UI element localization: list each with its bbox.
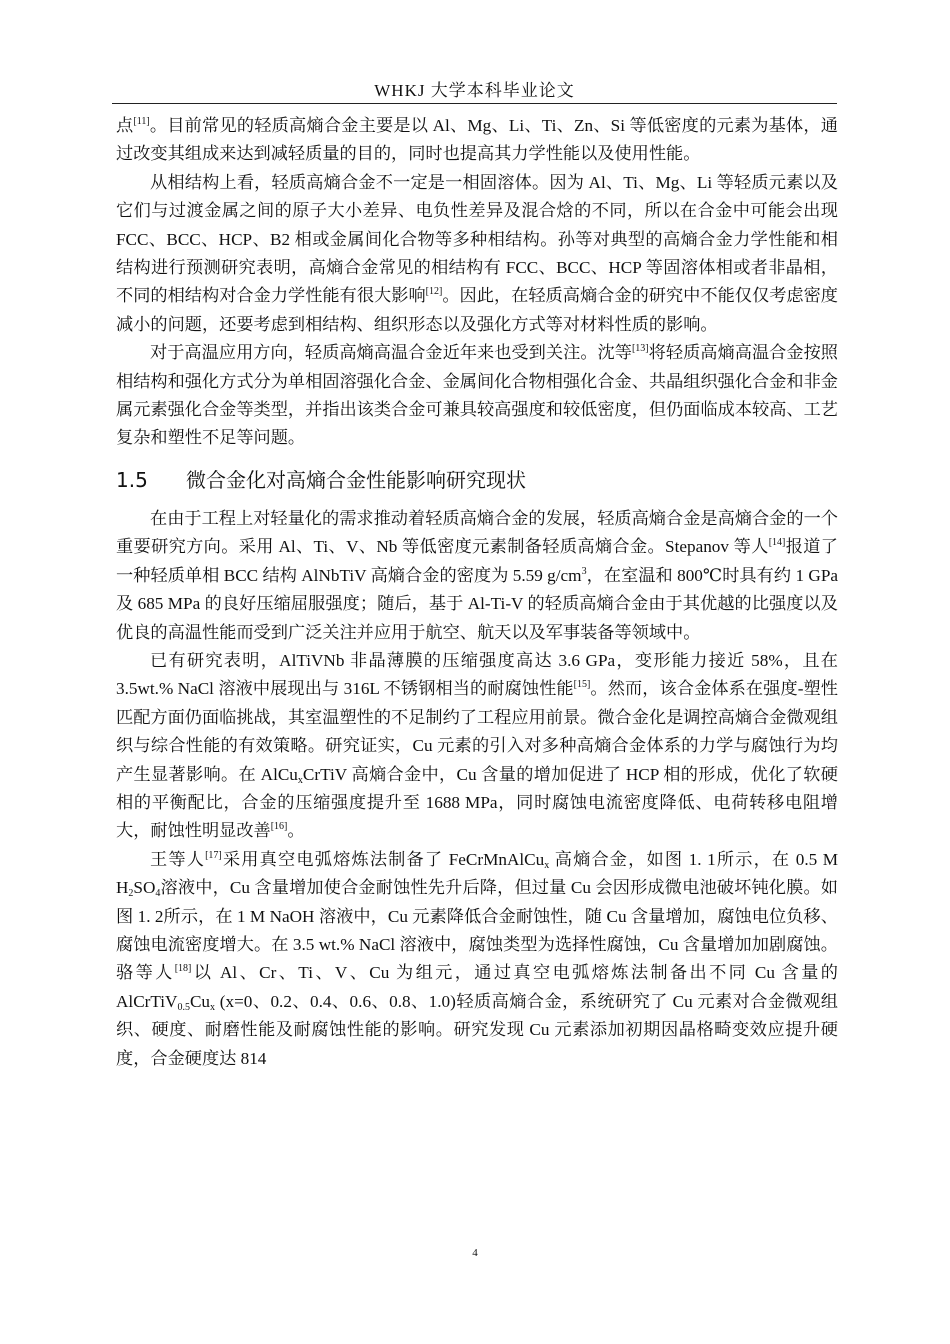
paragraph-6 — [116, 846, 924, 1073]
citation-ref: [11] — [133, 116, 150, 127]
citation-ref: [14] — [768, 537, 786, 549]
text-run: ，在室温和 800℃时具有约 1 GPa 及 685 MPa 的良好压缩屈服强度；随后，基于 Al-Ti-V 的轻质高熵合金由于其优越的比强度以及优良的高温性能而受到广泛关注并应用于航空、航天以及军事装备等领域中。 — [116, 565, 839, 642]
text-run: 以 Al、Cr、Ti、V、Cu 为组元，通过真空电弧熔炼法制备出不同 Cu 含量的 AlCrTiV — [116, 963, 838, 1011]
text-run: 。然而，该合金体系在强度-塑性匹配方面仍面临挑战，其室温塑性的不足制约了工程应用前景。微合金化是调控高熵合金微观组织与综合性能的有效策略。研究证实，Cu 元素的引入对多种高熵合金体系的力学与腐蚀行为均产生显著影响。在 AlCu — [116, 679, 838, 784]
citation-ref: [17] — [205, 849, 222, 861]
citation-ref: [12] — [425, 286, 443, 298]
text-run: 点 — [116, 116, 134, 135]
citation-ref: [15] — [573, 679, 591, 691]
body-text — [116, 112, 924, 1073]
text-run: 。 — [287, 821, 305, 841]
paragraph-4 — [116, 505, 838, 647]
subscript: 0.5 — [177, 1001, 190, 1013]
section-title: 微合金化对高熵合金性能影响研究现状 — [186, 467, 526, 492]
paragraph-3 — [116, 339, 838, 453]
section-heading — [116, 467, 838, 493]
citation-ref: [18] — [174, 963, 192, 975]
text-run: 在由于工程上对轻量化的需求推动着轻质高熵合金的发展，轻质高熵合金是高熵合金的一个重要研究方向。采用 Al、Ti、V、Nb 等低密度元素制备轻质高熵合金。Stepanov 等人 — [116, 508, 838, 557]
paragraph-5 — [116, 647, 838, 846]
subscript: x — [544, 859, 550, 871]
header-rule — [112, 103, 837, 104]
subscript: 2 — [128, 888, 134, 900]
text-run: 报道了一种轻质单相 BCC 结构 AlNbTiV 高熵合金的密度为 5.59 g/cm — [116, 537, 838, 585]
text-run: 。因此，在轻质高熵合金的研究中不能仅仅考虑密度减小的问题，还要考虑到相结构、组织形态以及强化方式等对材料性质的影响。 — [116, 286, 838, 334]
text-run: 从相结构上看，轻质高熵合金不一定是一相固溶体。因为 Al、Ti、Mg、Li 等轻质元素以及它们与过渡金属之间的原子大小差异、电负性差异及混合焓的不同，所以在合金中可能会出现 FCC、BCC、HCP、B2 相或金属间化合物等多种相结构。孙等对典型的高熵合金力学性能和相结构进行预测研究表明，高熵合金常见的相结构有 FCC、BCC、HCP 等固溶体相或者非晶相，不同的相结构对合金力学性能有很大影响 — [116, 172, 838, 306]
section-number: 1.5 — [116, 467, 148, 492]
text-run: Cu — [189, 991, 211, 1011]
text-run: 高熵合金，如图 1. 1所示，在 0.5 M H — [116, 849, 838, 898]
subscript: x — [210, 1001, 216, 1013]
text-run: 已有研究表明，AlTiVNb 非晶薄膜的压缩强度高达 3.6 GPa，变形能力接近 58%，且在 3.5wt.% NaCl 溶液中展现出与 316L 不锈钢相当的耐腐蚀性能 — [116, 650, 838, 699]
page-number: 4 — [472, 1247, 478, 1259]
text-run: 王等人 — [150, 849, 206, 869]
text-run: 。目前常见的轻质高熵合金主要是以 Al、Mg、Li、Ti、Zn、Si 等低密度的元素为基体，通过改变其组成来达到减轻质量的目的，同时也提高其力学性能以及使用性能。 — [116, 116, 838, 164]
text-run: 将轻质高熵高温合金按照相结构和强化方式分为单相固溶强化合金、金属间化合物相强化合金、共晶组织强化合金和非金属元素强化合金等类型，并指出该类合金可兼具较高强度和较低密度，但仍面临成本较高、工艺复杂和塑性不足等问题。 — [116, 343, 838, 448]
citation-ref: [13] — [631, 343, 649, 355]
text-run: CrTiV 高熵合金中，Cu 含量的增加促进了 HCP 相的形成，优化了软硬相的平衡配比，合金的压缩强度提升至 1688 MPa，同时腐蚀电流密度降低、电荷转移电阻增大，耐蚀性明显改善 — [116, 764, 838, 841]
text-run: 溶液中，Cu 含量增加使合金耐蚀性先升后降，但过量 Cu 会因形成微电池破坏钝化膜。如 图 1. 2所示，在 1 M NaOH 溶液中，Cu 元素降低合金耐蚀性，随 Cu 含量增加，腐蚀电位负移、腐蚀电流密度增大。在 3.5 wt.% NaCl 溶液中，腐蚀类型为选择性腐蚀，Cu 含量增加加剧腐蚀。骆等人 — [116, 878, 924, 983]
text-run: 采用真空电弧熔炼法制备了 FeCrMnAlCu — [221, 849, 545, 869]
subscript: 4 — [155, 888, 161, 900]
superscript: 3 — [581, 565, 587, 577]
text-run: 对于高温应用方向，轻质高熵高温合金近年来也受到关注。沈等 — [150, 343, 632, 363]
paragraph-1 — [116, 112, 838, 169]
citation-ref: [16] — [270, 821, 288, 833]
text-run: SO — [133, 878, 156, 898]
subscript: x — [297, 774, 303, 786]
paragraph-2 — [116, 169, 838, 339]
running-header: WHKJ 大学本科毕业论文 — [374, 81, 575, 100]
text-run: (x=0、0.2、0.4、0.6、0.8、1.0)轻质高熵合金，系统研究了 Cu 元素对合金微观组织、硬度、耐磨性能及耐腐蚀性能的影响。研究发现 Cu 元素添加初期因晶格畸变效应提升硬度，合金硬度达 814 — [116, 991, 838, 1068]
